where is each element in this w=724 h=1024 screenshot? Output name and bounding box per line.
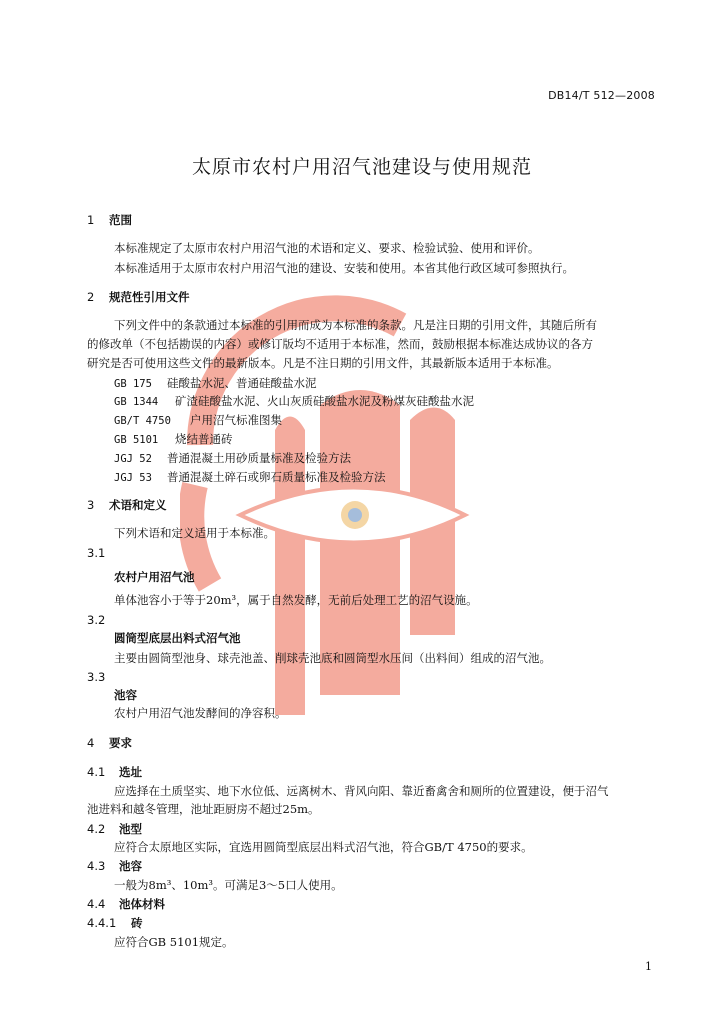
section-title: 范围: [109, 213, 132, 227]
clause-title: 选址: [119, 765, 142, 779]
reference-item: [114, 412, 282, 429]
clause-number: 3.1: [87, 546, 106, 560]
reference-code: GB 1344: [114, 396, 159, 408]
section-title: 规范性引用文件: [109, 290, 190, 304]
clause-number: 4.4.1: [87, 916, 117, 930]
reference-item: [114, 450, 351, 467]
clause-title: 池容: [119, 859, 142, 873]
standard-code: DB14/T 512—2008: [548, 89, 655, 102]
clause-number: 4.3: [87, 859, 106, 873]
publisher-watermark: [180, 285, 480, 735]
clause-4-4-heading: [87, 896, 165, 912]
clause-title: 池体材料: [119, 897, 165, 911]
definition: 农村户用沼气池发酵间的净容积。: [114, 706, 287, 720]
section-4-heading: [87, 735, 132, 751]
definition: 主要由圆筒型池身、球壳池盖、削球壳池底和圆筒型水压间（出料间）组成的沼气池。: [114, 651, 551, 665]
reference-item: [114, 469, 386, 486]
clause-number: 4.2: [87, 822, 106, 836]
section-2-heading: [87, 289, 190, 305]
clause-number: 4.4: [87, 897, 106, 911]
term: 池容: [114, 688, 137, 702]
section-title: 术语和定义: [109, 498, 167, 512]
paragraph-line: 应符合太原地区实际，宜选用圆筒型底层出料式沼气池，符合GB/T 4750的要求。: [114, 840, 533, 854]
reference-item: [114, 431, 233, 448]
reference-title: 矿渣硅酸盐水泥、火山灰质硅酸盐水泥及粉煤灰硅酸盐水泥: [175, 394, 474, 408]
section-number: 2: [87, 290, 95, 304]
section-number: 4: [87, 736, 95, 750]
paragraph-line: 一般为8m³、10m³。可满足3～5口人使用。: [114, 878, 343, 892]
clause-title: 池型: [119, 822, 142, 836]
section-number: 1: [87, 213, 95, 227]
clause-title: 砖: [131, 916, 143, 930]
reference-title: 普通混凝土用砂质量标准及检验方法: [167, 451, 351, 465]
term: 圆筒型底层出料式沼气池: [114, 631, 241, 645]
paragraph: 下列术语和定义适用于本标准。: [114, 526, 275, 540]
paragraph-line: 研究是否可使用这些文件的最新版本。凡是不注日期的引用文件，其最新版本适用于本标准。: [87, 356, 559, 370]
paragraph-line: 应选择在土质坚实、地下水位低、远离树木、背风向阳、靠近畜禽舍和厕所的位置建设，便于沼气: [114, 784, 609, 798]
reference-title: 户用沼气标准图集: [190, 413, 282, 427]
clause-4-1-heading: [87, 764, 142, 780]
section-3-heading: [87, 497, 167, 513]
reference-code: GB 175: [114, 378, 152, 390]
section-title: 要求: [109, 736, 132, 750]
reference-code: JGJ 53: [114, 472, 152, 484]
document-title: 太原市农村户用沼气池建设与使用规范: [191, 156, 532, 178]
section-number: 3: [87, 498, 95, 512]
paragraph-line: 下列文件中的条款通过本标准的引用而成为本标准的条款。凡是注日期的引用文件，其随后所有: [114, 318, 597, 332]
reference-title: 硅酸盐水泥、普通硅酸盐水泥: [167, 376, 317, 390]
clause-number: 3.2: [87, 613, 106, 627]
reference-title: 烧结普通砖: [175, 432, 233, 446]
reference-code: JGJ 52: [114, 453, 152, 465]
paragraph: 本标准适用于太原市农村户用沼气池的建设、安装和使用。本省其他行政区域可参照执行。: [114, 261, 574, 275]
paragraph-line: 的修改单（不包括勘误的内容）或修订版均不适用于本标准，然而，鼓励根据本标准达成协议的各方: [87, 337, 593, 351]
reference-item: [114, 393, 474, 410]
clause-number: 4.1: [87, 765, 106, 779]
page-number: 1: [645, 960, 652, 973]
definition: 单体池容小于等于20m³，属于自然发酵，无前后处理工艺的沼气设施。: [114, 593, 478, 607]
section-1-heading: [87, 212, 132, 228]
clause-4-3-heading: [87, 858, 142, 874]
clause-number: 3.3: [87, 670, 106, 684]
reference-code: GB/T 4750: [114, 415, 171, 427]
reference-code: GB 5101: [114, 434, 159, 446]
reference-item: [114, 375, 317, 392]
clause-4-2-heading: [87, 821, 142, 837]
paragraph: 本标准规定了太原市农村户用沼气池的术语和定义、要求、检验试验、使用和评价。: [114, 241, 540, 255]
paragraph-line: 应符合GB 5101规定。: [114, 935, 234, 949]
term: 农村户用沼气池: [114, 570, 195, 584]
paragraph-line: 池进料和越冬管理，池址距厨房不超过25m。: [87, 802, 320, 816]
reference-title: 普通混凝土碎石或卵石质量标准及检验方法: [167, 470, 386, 484]
clause-4-4-1-heading: [87, 915, 143, 931]
